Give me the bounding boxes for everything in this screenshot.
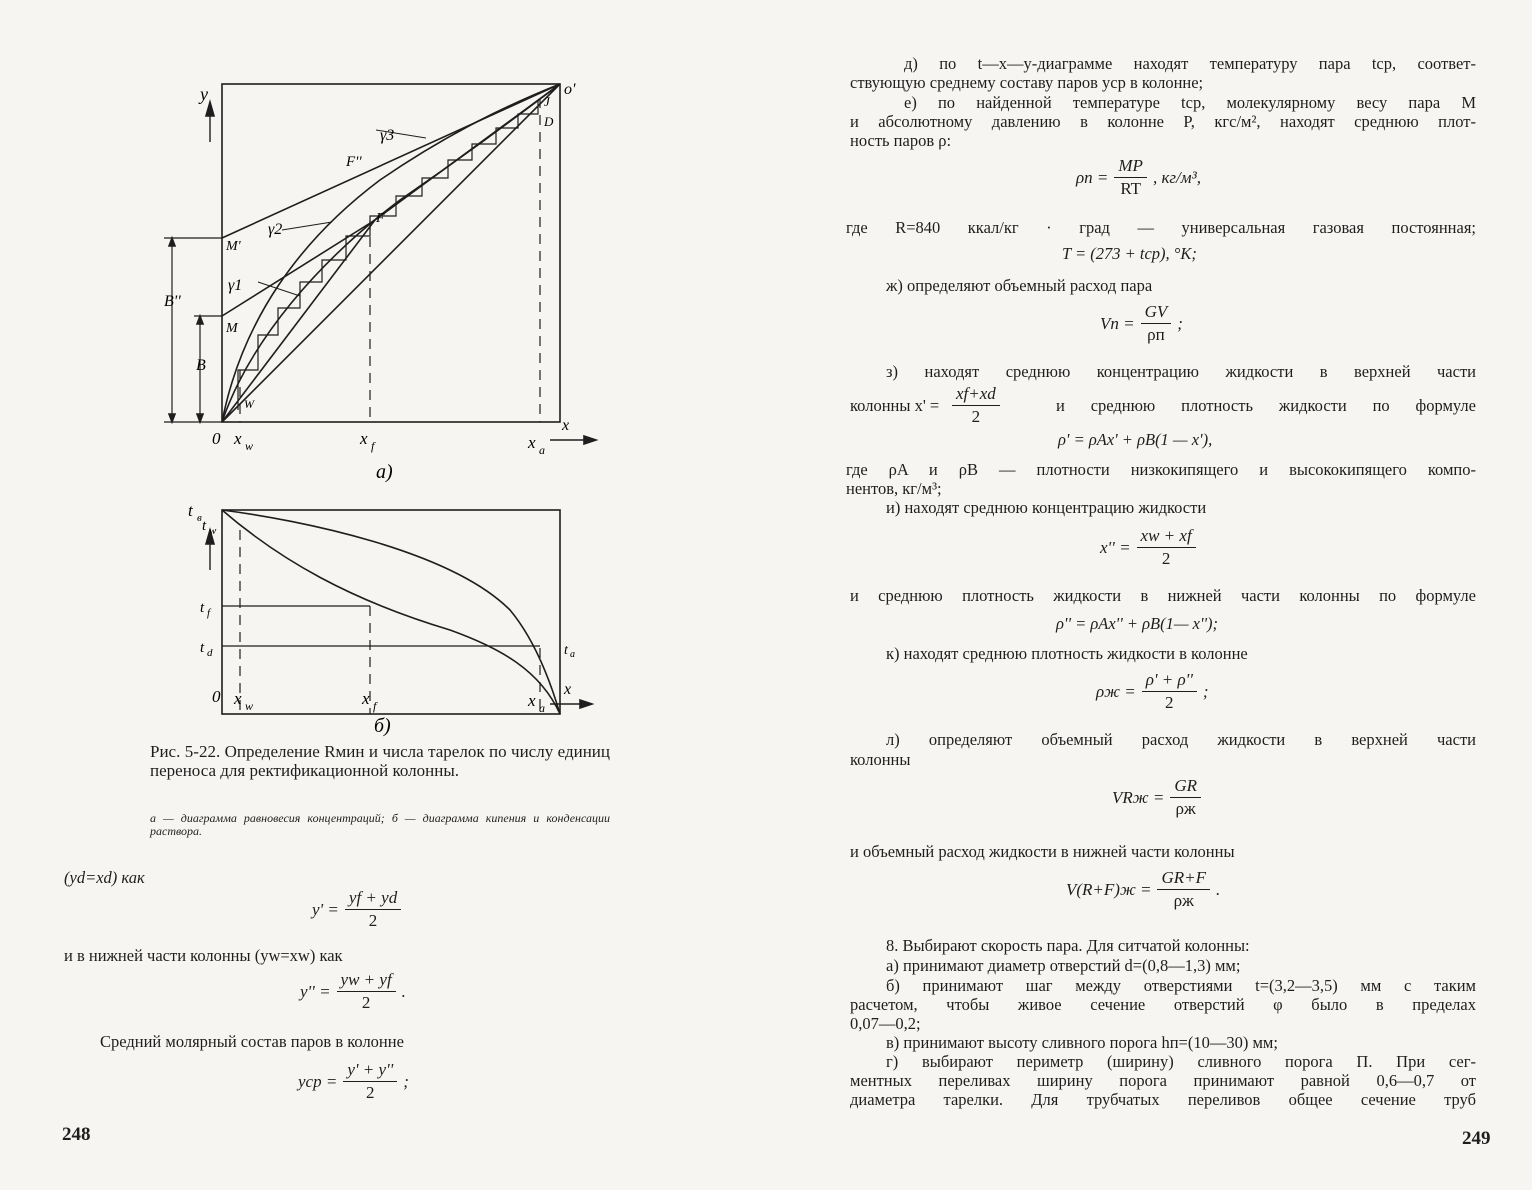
label-gamma-3: γ3 — [380, 127, 395, 144]
label-f-double-prime: F'' — [346, 154, 362, 170]
para-z-line2b: и среднюю плотность жидкости по формуле — [1056, 396, 1476, 415]
para-8: 8. Выбирают скорость пара. Для ситчатой колонны: — [886, 936, 1250, 955]
svg-text:w: w — [245, 439, 254, 453]
origin-label: 0 — [212, 429, 221, 448]
para-8b-line2: расчетом, чтобы живое сечение отверстий φ было в пределах — [850, 995, 1476, 1014]
para-8g-line3: диаметра тарелки. Для трубчатых переливов общее сечение труб — [850, 1090, 1476, 1109]
para-8g-line1: г) выбирают периметр (ширину) сливного порога П. При сег- — [886, 1052, 1476, 1071]
label-td: t — [200, 640, 205, 656]
temperature-formula: T = (273 + tср), °K; — [1062, 244, 1197, 263]
para-e-line2: и абсолютному давлению в колонне P, кгс/м², находят среднюю плот- — [850, 112, 1476, 131]
svg-text:a: a — [570, 649, 575, 660]
x-tick-xa: x — [528, 433, 536, 452]
para-d-line2: ствующую среднему составу паров yср в колонне; — [850, 73, 1204, 92]
gas-constant-line: где R=840 ккал/кг · град — универсальная газовая постоянная; — [846, 218, 1476, 237]
panel-label-a: а) — [376, 461, 393, 483]
label-b: B — [196, 357, 206, 374]
figure-caption-sub: а — диаграмма равновесия концентраций; б — диаграмма кипения и конденсации раствора. — [150, 811, 610, 838]
label-m: M — [226, 321, 238, 336]
para-z-line2a: колонны x' = — [850, 396, 940, 415]
x-tick-xf: x — [360, 429, 368, 448]
label-j: J — [544, 94, 550, 109]
para-l-line3: и объемный расход жидкости в нижней части колонны — [850, 842, 1235, 861]
svg-text:f: f — [207, 607, 211, 619]
formula-rho-double-prime: ρ'' = ρAx'' + ρB(1— x''); — [1056, 614, 1219, 633]
para-l-line2: колонны — [850, 750, 911, 769]
para-e-line3: ность паров ρ: — [850, 131, 952, 150]
figure-svg — [150, 70, 630, 750]
para-g-line1: где ρA и ρB — плотности низкокипящего и высококипящего компо- — [846, 460, 1476, 479]
para-d-line1: д) по t—x—y-диаграмме находят температуру пара tср, соответ- — [904, 54, 1476, 73]
axis-t-label: t — [188, 501, 193, 520]
svg-text:f: f — [371, 439, 375, 453]
panel-label-b: б) — [374, 715, 391, 737]
label-ta: t — [564, 643, 568, 658]
label-gamma-2: γ2 — [268, 221, 283, 238]
para-e-line1: е) по найденной температуре tср, молекулярному весу пара M — [904, 93, 1476, 112]
svg-text:w: w — [245, 699, 254, 713]
para-i-line1: и) находят среднюю концентрацию жидкости — [886, 498, 1207, 517]
boiling-curve — [222, 510, 560, 714]
para-z-line1: з) находят среднюю концентрацию жидкости в верхней части — [886, 362, 1476, 381]
label-m-prime: M' — [226, 239, 241, 254]
formula-x-prime: $\frac{xf+xd}{2}$ — [946, 384, 1006, 427]
svg-text:d: d — [207, 647, 213, 659]
para-k: к) находят среднюю плотность жидкости в колонне — [886, 644, 1248, 663]
formula-y-double-prime: y'' = $\frac{yw + yf}{2}$ . — [300, 970, 406, 1012]
line-w-f — [222, 220, 375, 422]
page-number: 248 — [62, 1124, 91, 1145]
formula-y-prime: y' = $\frac{yf + yd}{2}$ — [312, 888, 407, 931]
label-b-double-prime: B'' — [164, 293, 181, 310]
page-number: 249 — [1462, 1128, 1491, 1149]
x-tick-xa-b: x — [528, 691, 536, 710]
x-tick-xw-b: x — [234, 689, 242, 708]
para-i-line2: и среднюю плотность жидкости в нижней части колонны по формуле — [850, 586, 1476, 605]
label-tw: t — [202, 518, 207, 534]
label-gamma-1: γ1 — [228, 277, 243, 294]
para-8v: в) принимают высоту сливного порога hп=(10—30) мм; — [886, 1033, 1278, 1052]
x-tick-xw: x — [234, 429, 242, 448]
line-m — [222, 220, 375, 316]
para-8b-line1: б) принимают шаг между отверстиями t=(3,2—3,5) мм с таким — [886, 976, 1476, 995]
label-tf: t — [200, 600, 205, 616]
line-m-prime — [222, 84, 560, 238]
svg-text:w: w — [209, 525, 217, 537]
right-page — [766, 0, 1532, 1190]
axis-x-label-b: x — [564, 681, 572, 698]
para-zh: ж) определяют объемный расход пара — [886, 276, 1153, 295]
formula-x-double-prime: x'' = $\frac{xw + xf}{2}$ — [1100, 526, 1202, 569]
formula-rho-prime: ρ' = ρAx' + ρB(1 — x'), — [1058, 430, 1213, 449]
svg-text:a: a — [539, 701, 545, 715]
x-tick-xf-b: x — [362, 689, 370, 708]
label-d: D — [544, 114, 554, 129]
text-line: Средний молярный состав паров в колонне — [100, 1032, 404, 1051]
condensation-curve — [222, 510, 560, 714]
text-line: (yd=xd) как — [64, 868, 145, 887]
para-l-line1: л) определяют объемный расход жидкости в верхней части — [886, 730, 1476, 749]
formula-vp: Vп = $\frac{GV}{\rho п}$ ; — [1100, 302, 1183, 344]
svg-text:f: f — [373, 699, 377, 713]
label-o-prime: o' — [564, 81, 576, 98]
formula-rho-zh: ρж = $\frac{\rho' + \rho''}{2}$ ; — [1096, 670, 1209, 712]
formula-vr: VRж = $\frac{GR}{\rho ж}$ — [1112, 776, 1207, 819]
axis-x-label: x — [562, 417, 570, 434]
para-g-line2: нентов, кг/м³; — [846, 479, 942, 498]
formula-rho-p: ρп = $\frac{MP}{RT}$ , кг/м³, — [1076, 156, 1201, 198]
para-8g-line2: ментных переливах ширину порога принимают равной 0,6—0,7 от — [850, 1071, 1476, 1090]
origin-label-b: 0 — [212, 687, 221, 706]
formula-y-avg: yср = $\frac{y' + y''}{2}$ ; — [298, 1060, 409, 1102]
formula-vrf: V(R+F)ж = $\frac{GR+F}{\rho ж}$ . — [1066, 868, 1221, 910]
axis-y-label: y — [200, 84, 208, 104]
text-line: и в нижней части колонны (yw=xw) как — [64, 946, 343, 965]
svg-text:в: в — [197, 512, 202, 524]
para-8a: а) принимают диаметр отверстий d=(0,8—1,3) мм; — [886, 956, 1241, 975]
label-f: F — [376, 211, 385, 226]
line-f-upper — [375, 84, 560, 220]
figure-5-22 — [150, 70, 630, 750]
label-w: W — [244, 397, 254, 411]
diagram-b-frame — [222, 510, 560, 714]
figure-caption: Рис. 5-22. Определение Rмин и числа тарелок по числу единиц переноса для ректификационной колонны. — [150, 742, 610, 780]
svg-text:a: a — [539, 443, 545, 457]
para-8b-line3: 0,07—0,2; — [850, 1014, 921, 1033]
